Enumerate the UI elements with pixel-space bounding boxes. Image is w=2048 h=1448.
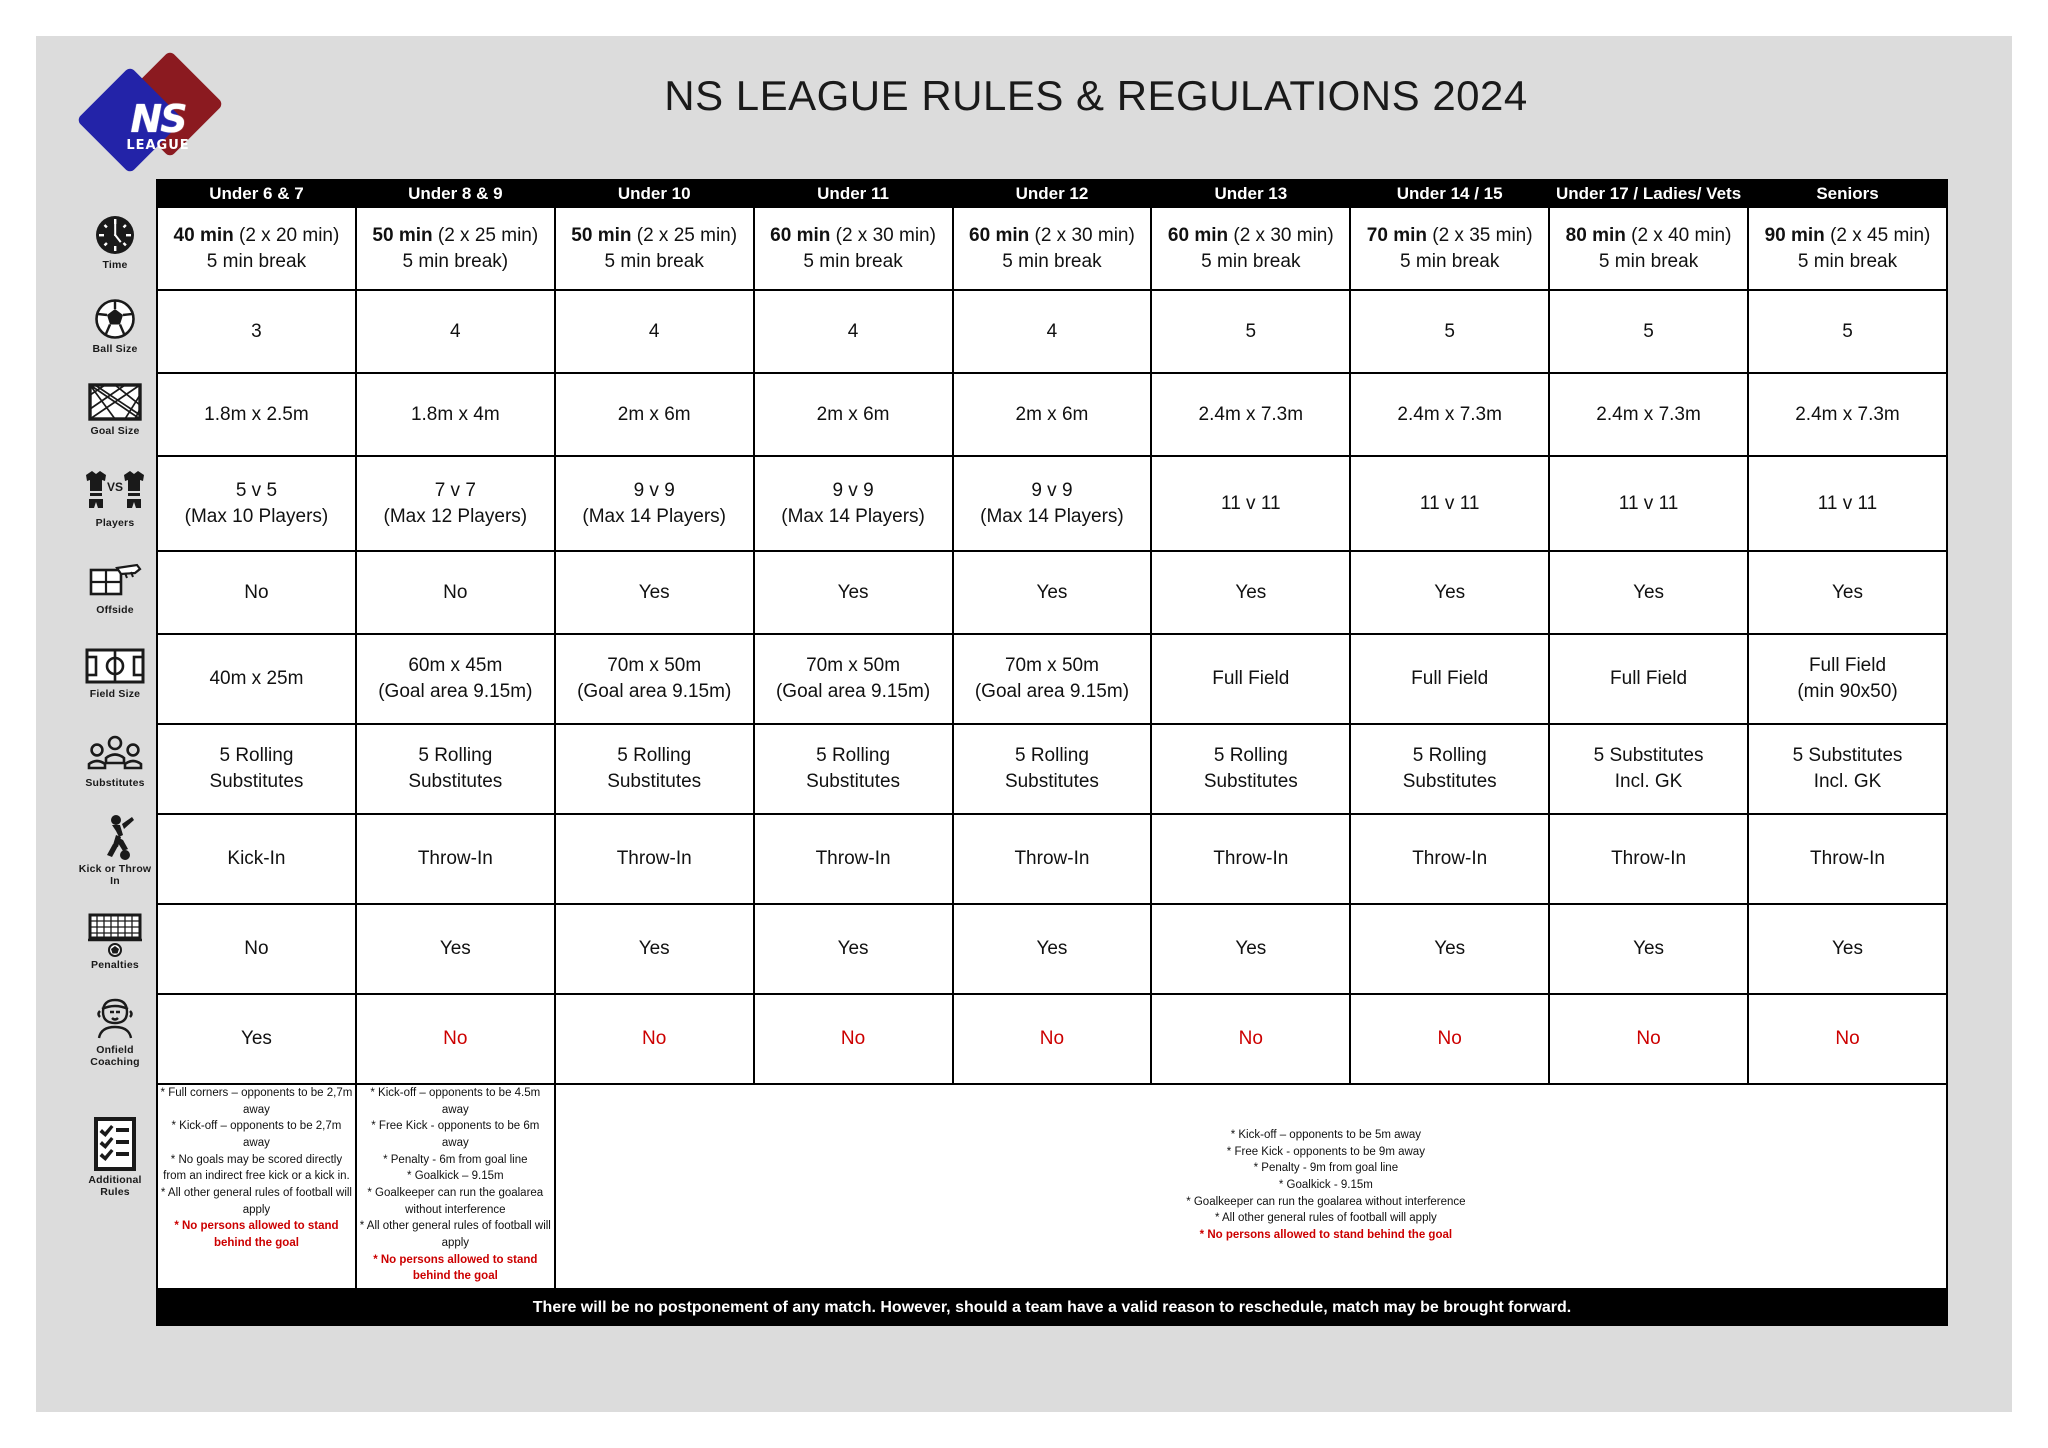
table-head (157, 180, 1947, 207)
cell-substitutes-u17 (1549, 724, 1748, 814)
value-line2: (Max 14 Players) (980, 505, 1124, 527)
value-rest: (2 x 35 min) (1426, 224, 1533, 246)
cell-goal-size-u12: 2m x 6m (953, 373, 1152, 456)
goal-net-icon (87, 381, 143, 423)
row-label-text: Ball Size (92, 342, 138, 355)
table-row-time (157, 207, 1947, 290)
value-rest: (2 x 25 min) (432, 224, 539, 246)
value-bold: 50 min (571, 224, 632, 246)
offside-flag-icon (87, 560, 143, 602)
rule-line: * All other general rules of football will apply (160, 1187, 352, 1216)
coach-face-icon (89, 996, 141, 1042)
value-line1: Full Field (1212, 668, 1290, 690)
cell-ball-size-u11: 4 (754, 290, 953, 373)
row-label-field-size (74, 634, 156, 712)
cell-field-size-u6-7 (157, 634, 356, 724)
cell-ball-size-seniors: 5 (1748, 290, 1947, 373)
cell-kick-throw-u8-9: Throw-In (356, 814, 555, 904)
value-bold: 60 min (1167, 224, 1229, 246)
value-line2: Substitutes (1402, 771, 1497, 792)
cell-kick-throw-seniors: Throw-In (1748, 814, 1947, 904)
value-line2: 5 min break (1201, 250, 1301, 272)
cell-onfield-coaching-u17: No (1549, 994, 1748, 1084)
value-line2: 5 min break (1797, 250, 1898, 272)
value-bold: 40 min (173, 224, 234, 246)
cell-kick-throw-u11: Throw-In (754, 814, 953, 904)
table-row-substitutes (157, 724, 1947, 814)
value-rest: (2 x 30 min) (1228, 224, 1334, 246)
cell-penalties-u13: Yes (1151, 904, 1350, 994)
value-bold: 50 min (372, 224, 433, 246)
value-line2: 5 min break (206, 250, 307, 272)
value-line1: 11 v 11 (1419, 492, 1480, 514)
value-line2: Substitutes (408, 771, 503, 792)
cell-onfield-coaching-seniors: No (1748, 994, 1947, 1084)
row-label-penalties (74, 901, 156, 981)
logo-subtext: LEAGUE (126, 138, 190, 153)
cell-goal-size-u10: 2m x 6m (555, 373, 754, 456)
cell-players-u12 (953, 456, 1152, 551)
cell-goal-size-u13: 2.4m x 7.3m (1151, 373, 1350, 456)
value-rest: (2 x 30 min) (830, 224, 936, 246)
row-label-players (74, 457, 156, 541)
cell-substitutes-u6-7 (157, 724, 356, 814)
cell-field-size-u13 (1151, 634, 1350, 724)
ns-league-logo (76, 60, 231, 165)
rule-line: * Penalty - 9m from goal line (1253, 1162, 1399, 1175)
value-line2: Substitutes (806, 771, 901, 792)
row-label-goal-size (74, 371, 156, 447)
cell-penalties-u12: Yes (953, 904, 1152, 994)
row-label-text: Time (102, 258, 128, 271)
goal-with-ball-icon (86, 911, 144, 957)
cell-goal-size-u11: 2m x 6m (754, 373, 953, 456)
value-line1: 5 Substitutes (1792, 745, 1903, 767)
value-bold: 70 min (1366, 224, 1427, 246)
clock-icon (93, 213, 137, 257)
rule-line: * Goalkeeper can run the goalarea without interference (367, 1187, 544, 1216)
cell-ball-size-u14-15: 5 (1350, 290, 1549, 373)
cell-offside-u13: Yes (1151, 551, 1350, 634)
cell-ball-size-u8-9: 4 (356, 290, 555, 373)
jerseys-versus-icon (82, 469, 148, 515)
value-line2: 5 min break (1400, 250, 1500, 272)
row-label-text: Kick or Throw In (78, 862, 152, 887)
value-line1: 5 Substitutes (1593, 745, 1704, 767)
cell-offside-u10: Yes (555, 551, 754, 634)
value-line2: 5 min break (1002, 250, 1102, 272)
value-line1: 70m x 50m (607, 655, 702, 677)
cell-kick-throw-u17: Throw-In (1549, 814, 1748, 904)
cell-substitutes-u10 (555, 724, 754, 814)
cell-onfield-coaching-u13: No (1151, 994, 1350, 1084)
table-row-field-size (157, 634, 1947, 724)
cell-players-u6-7 (157, 456, 356, 551)
value-bold: 80 min (1565, 224, 1626, 246)
value-bold: 90 min (1764, 224, 1825, 246)
value-line1: 9 v 9 (633, 479, 675, 501)
row-label-kick-or-throw-in (74, 809, 156, 891)
value-line1: 9 v 9 (832, 479, 874, 501)
cell-penalties-u11: Yes (754, 904, 953, 994)
column-header-u8-9[interactable]: Under 8 & 9 (356, 180, 555, 207)
cell-kick-throw-u10: Throw-In (555, 814, 754, 904)
player-kicking-icon (92, 813, 138, 861)
cell-goal-size-u6-7: 1.8m x 2.5m (157, 373, 356, 456)
row-label-text: Field Size (89, 687, 141, 700)
rule-line: * All other general rules of football will apply (359, 1220, 551, 1250)
rule-line: * All other general rules of football will apply (1214, 1212, 1437, 1225)
value-line2: (Max 14 Players) (582, 505, 726, 527)
cell-kick-throw-u6-7: Kick-In (157, 814, 356, 904)
cell-offside-u17: Yes (1549, 551, 1748, 634)
rules-table-wrapper (156, 179, 1948, 1326)
cell-players-u10 (555, 456, 754, 551)
cell-goal-size-seniors: 2.4m x 7.3m (1748, 373, 1947, 456)
row-label-offside (74, 551, 156, 625)
cell-penalties-u10: Yes (555, 904, 754, 994)
cell-ball-size-u13: 5 (1151, 290, 1350, 373)
rules-table (156, 179, 1948, 1290)
checklist-icon (91, 1116, 139, 1172)
cell-substitutes-u12 (953, 724, 1152, 814)
value-line2: (Max 10 Players) (184, 505, 329, 527)
cell-ball-size-u10: 4 (555, 290, 754, 373)
cell-goal-size-u17: 2.4m x 7.3m (1549, 373, 1748, 456)
value-line1: 7 v 7 (434, 479, 476, 501)
cell-time-u10 (555, 207, 754, 290)
footer-banner: There will be no postponement of any match. However, should a team have a valid reason to reschedule, match may be brought forward. (156, 1290, 1948, 1326)
value-line1: 40m x 25m (209, 668, 304, 690)
table-row-goal-size (157, 373, 1947, 456)
cell-onfield-coaching-u10: No (555, 994, 754, 1084)
value-line1: 70m x 50m (806, 655, 901, 677)
cell-offside-u6-7: No (157, 551, 356, 634)
column-header-u11[interactable]: Under 11 (754, 180, 953, 207)
cell-field-size-u12 (953, 634, 1152, 724)
value-line1: 5 Rolling (418, 745, 493, 767)
cell-goal-size-u14-15: 2.4m x 7.3m (1350, 373, 1549, 456)
table-row-onfield-coaching (157, 994, 1947, 1084)
column-header-seniors[interactable]: Seniors (1748, 180, 1947, 207)
table-row-offside (157, 551, 1947, 634)
table-body (157, 207, 1947, 1289)
column-header-u6-7[interactable]: Under 6 & 7 (157, 180, 356, 207)
value-bold: 60 min (770, 224, 831, 246)
row-label-time (74, 205, 156, 279)
table-row-players (157, 456, 1947, 551)
cell-substitutes-seniors (1748, 724, 1947, 814)
value-line2: Incl. GK (1813, 771, 1882, 792)
cell-onfield-coaching-u14-15: No (1350, 994, 1549, 1084)
value-line1: 11 v 11 (1618, 492, 1679, 514)
cell-kick-throw-u12: Throw-In (953, 814, 1152, 904)
value-line2: (Goal area 9.15m) (775, 681, 931, 702)
cell-ball-size-u17: 5 (1549, 290, 1748, 373)
svg-text:VS: VS (106, 479, 124, 494)
poster-page (36, 36, 2012, 1412)
cell-time-u6-7 (157, 207, 356, 290)
page-title: NS LEAGUE RULES & REGULATIONS 2024 (664, 72, 1528, 119)
cell-time-u14-15 (1350, 207, 1549, 290)
value-line2: Incl. GK (1614, 771, 1683, 792)
column-header-u12[interactable]: Under 12 (953, 180, 1152, 207)
rule-line: * Kick-off – opponents to be 4.5m away (370, 1087, 541, 1116)
value-rest: (2 x 30 min) (1029, 224, 1135, 246)
people-group-icon (86, 733, 144, 775)
cell-time-u13 (1151, 207, 1350, 290)
cell-offside-seniors: Yes (1748, 551, 1947, 634)
cell-goal-size-u8-9: 1.8m x 4m (356, 373, 555, 456)
cell-time-seniors (1748, 207, 1947, 290)
logo-monogram: NS (130, 97, 186, 141)
table-row-ball-size (157, 290, 1947, 373)
row-label-onfield-coaching (74, 991, 156, 1073)
cell-offside-u11: Yes (754, 551, 953, 634)
value-rest: (2 x 45 min) (1824, 224, 1931, 246)
value-line2: Substitutes (209, 771, 304, 792)
cell-penalties-seniors: Yes (1748, 904, 1947, 994)
row-label-text: Substitutes (85, 776, 145, 789)
cell-field-size-u8-9 (356, 634, 555, 724)
cell-penalties-u14-15: Yes (1350, 904, 1549, 994)
cell-penalties-u6-7: No (157, 904, 356, 994)
rule-line: * No goals may be scored directly from an indirect free kick or a kick in. (163, 1153, 350, 1183)
value-line2: 5 min break (604, 250, 704, 272)
cell-players-u11 (754, 456, 953, 551)
value-line1: 11 v 11 (1221, 492, 1281, 514)
value-line1: 70m x 50m (1004, 655, 1099, 677)
rule-line: * Full corners – opponents to be 2,7m away (160, 1087, 353, 1116)
soccer-ball-icon (93, 297, 137, 341)
row-label-text: Players (95, 516, 135, 529)
cell-penalties-u8-9: Yes (356, 904, 555, 994)
cell-additional-rules-u6-7 (157, 1084, 356, 1289)
cell-kick-throw-u14-15: Throw-In (1350, 814, 1549, 904)
cell-players-seniors (1748, 456, 1947, 551)
column-header-u17-ladies-vets[interactable]: Under 17 / Ladies/ Vets (1549, 180, 1748, 207)
value-line2: Substitutes (607, 771, 702, 792)
value-line1: 5 Rolling (1014, 745, 1089, 767)
table-row-additional-rules (157, 1084, 1947, 1289)
table-header-row (157, 180, 1947, 207)
cell-offside-u12: Yes (953, 551, 1152, 634)
value-line1: 9 v 9 (1031, 479, 1073, 501)
value-line2: (Goal area 9.15m) (974, 681, 1130, 702)
value-line1: 60m x 45m (408, 655, 503, 677)
cell-substitutes-u11 (754, 724, 953, 814)
cell-players-u13 (1151, 456, 1350, 551)
row-label-text: Offside (96, 603, 134, 616)
cell-offside-u8-9: No (356, 551, 555, 634)
rule-line: * Free Kick - opponents to be 9m away (1226, 1145, 1425, 1158)
cell-time-u17 (1549, 207, 1748, 290)
row-label-text: Onfield Coaching (90, 1043, 140, 1068)
value-line1: Full Field (1808, 655, 1887, 677)
cell-ball-size-u12: 4 (953, 290, 1152, 373)
column-header-u10[interactable]: Under 10 (555, 180, 754, 207)
cell-substitutes-u13 (1151, 724, 1350, 814)
cell-onfield-coaching-u6-7: Yes (157, 994, 356, 1084)
row-label-ball-size (74, 289, 156, 363)
value-line1: 11 v 11 (1817, 492, 1878, 514)
cell-field-size-u14-15 (1350, 634, 1549, 724)
row-label-text: Goal Size (90, 424, 140, 437)
cell-additional-rules-u8-9 (356, 1084, 555, 1289)
rule-line-warning: * No persons allowed to stand behind the goal (1199, 1229, 1453, 1242)
rule-line: * Goalkick – 9.15m (407, 1170, 504, 1183)
value-line2: (Max 12 Players) (383, 505, 528, 527)
value-line2: Substitutes (1004, 771, 1099, 792)
rule-line-warning: * No persons allowed to stand behind the goal (373, 1253, 538, 1283)
rule-line: * Free Kick - opponents to be 6m away (371, 1120, 540, 1150)
row-label-text: Additional Rules (88, 1173, 142, 1198)
value-line2: (Goal area 9.15m) (378, 681, 533, 702)
cell-time-u12 (953, 207, 1152, 290)
value-line1: 5 Rolling (1213, 745, 1288, 767)
cell-kick-throw-u13: Throw-In (1151, 814, 1350, 904)
value-line1: 5 Rolling (1412, 745, 1487, 767)
value-rest: (2 x 40 min) (1625, 224, 1732, 246)
cell-substitutes-u14-15 (1350, 724, 1549, 814)
row-label-substitutes (74, 722, 156, 800)
value-line1: Full Field (1411, 668, 1489, 690)
cell-offside-u14-15: Yes (1350, 551, 1549, 634)
cell-ball-size-u6-7: 3 (157, 290, 356, 373)
rule-line: * Goalkeeper can run the goalarea without interference (1186, 1195, 1466, 1208)
cell-field-size-u11 (754, 634, 953, 724)
table-row-kick-or-throw-in (157, 814, 1947, 904)
row-label-additional-rules (74, 1109, 156, 1205)
value-line2: 5 min break (1598, 250, 1699, 272)
cell-time-u8-9 (356, 207, 555, 290)
value-line1: 5 Rolling (816, 745, 891, 767)
value-rest: (2 x 25 min) (631, 224, 738, 246)
value-line2: Substitutes (1203, 771, 1298, 792)
cell-time-u11 (754, 207, 953, 290)
value-line2: (min 90x50) (1797, 681, 1898, 702)
rule-line: * Goalkick - 9.15m (1278, 1179, 1373, 1192)
value-bold: 60 min (969, 224, 1030, 246)
cell-players-u8-9 (356, 456, 555, 551)
value-line2: (Goal area 9.15m) (577, 681, 732, 702)
rule-line-warning: * No persons allowed to stand behind the goal (174, 1220, 339, 1250)
table-row-penalties (157, 904, 1947, 994)
value-line1: Full Field (1610, 668, 1688, 690)
cell-onfield-coaching-u8-9: No (356, 994, 555, 1084)
rule-line: * Kick-off – opponents to be 2,7m away (171, 1120, 342, 1150)
cell-penalties-u17: Yes (1549, 904, 1748, 994)
pitch-icon (84, 646, 146, 686)
cell-players-u17 (1549, 456, 1748, 551)
value-line2: 5 min break (803, 250, 903, 272)
cell-onfield-coaching-u12: No (953, 994, 1152, 1084)
rule-line: * Penalty - 6m from goal line (383, 1153, 528, 1166)
cell-field-size-u10 (555, 634, 754, 724)
row-label-text: Penalties (91, 958, 139, 971)
cell-field-size-u17 (1549, 634, 1748, 724)
cell-additional-rules-u10-to-seniors (555, 1084, 1947, 1289)
cell-players-u14-15 (1350, 456, 1549, 551)
value-line1: 5 Rolling (617, 745, 692, 767)
cell-field-size-seniors (1748, 634, 1947, 724)
value-line1: 5 v 5 (235, 479, 278, 501)
value-line2: (Max 14 Players) (781, 505, 925, 527)
cell-substitutes-u8-9 (356, 724, 555, 814)
column-header-u13[interactable]: Under 13 (1151, 180, 1350, 207)
rule-line: * Kick-off – opponents to be 5m away (1230, 1129, 1422, 1141)
value-rest: (2 x 20 min) (233, 224, 340, 246)
cell-onfield-coaching-u11: No (754, 994, 953, 1084)
column-header-u14-15[interactable]: Under 14 / 15 (1350, 180, 1549, 207)
poster-header (36, 36, 2012, 176)
value-line2: 5 min break) (402, 250, 509, 272)
value-line1: 5 Rolling (219, 745, 294, 767)
